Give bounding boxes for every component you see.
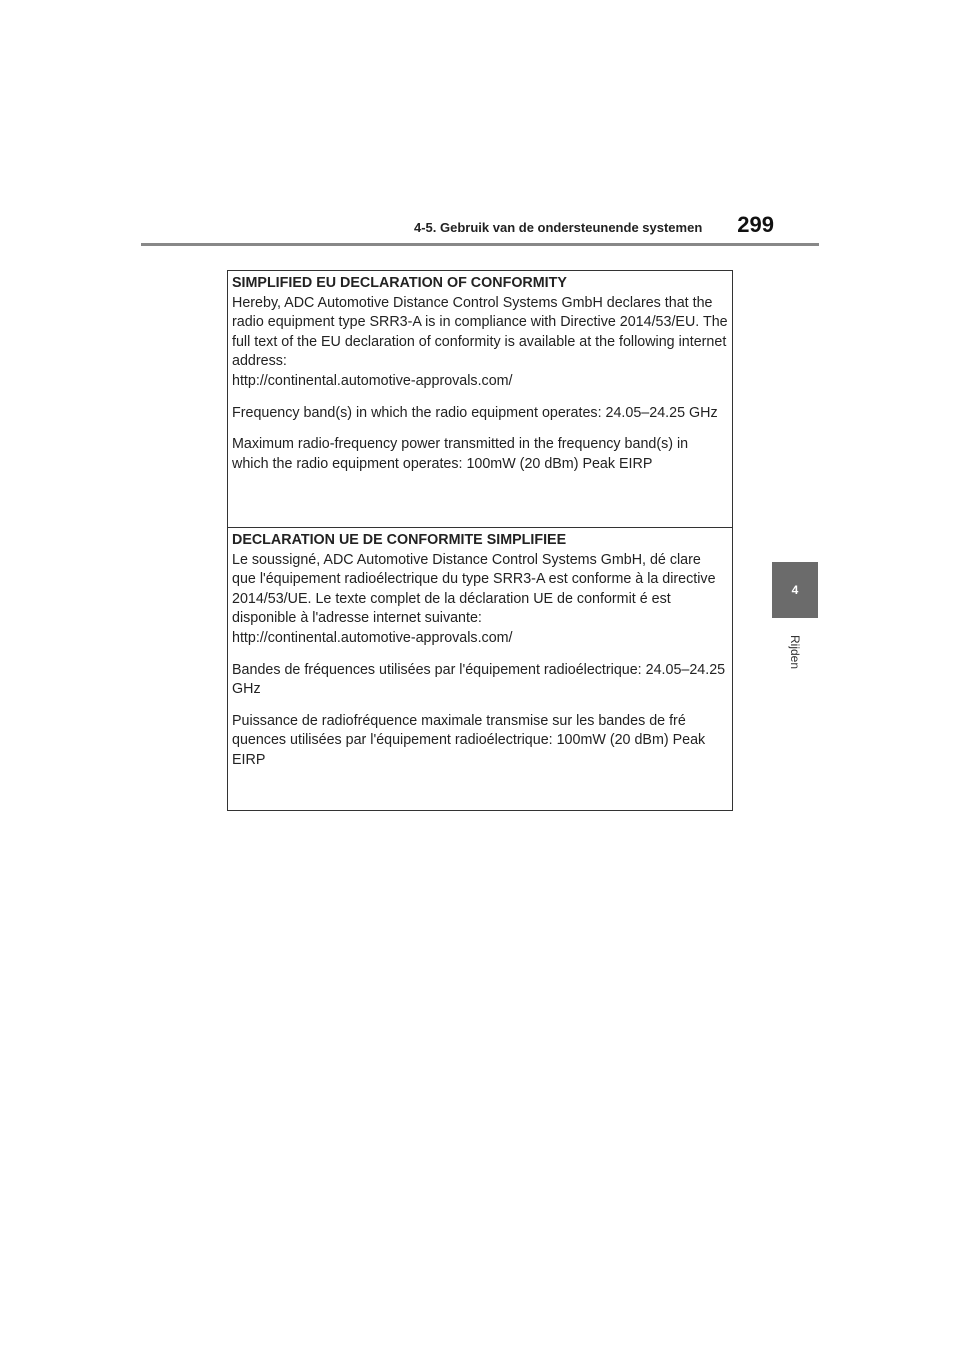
fr-declaration-url: http://continental.automotive-approvals.com/ — [232, 629, 513, 646]
fr-declaration-title: DECLARATION UE DE CONFORMITE SIMPLIFIEE — [232, 532, 567, 548]
page-header — [414, 214, 774, 246]
fr-frequency-band: Bandes de fréquences utilisées par l'équipement radioélectrique: 24.05–24.25 GHz — [232, 661, 726, 698]
eu-declaration-url: http://continental.automotive-approvals.com/ — [232, 372, 513, 389]
header-divider — [141, 243, 819, 246]
page-number: 299 — [737, 212, 774, 237]
declaration-box — [227, 270, 733, 811]
fr-max-power: Puissance de radiofréquence maximale transmise sur les bandes de fré quences utilisées par l'équipement radioélectrique: 100mW (20 dBm) Peak EIRP — [232, 712, 706, 768]
eu-max-power: Maximum radio-frequency power transmitted in the frequency band(s) in which the radio equipment operates: 100mW (20 dBm) Peak EIRP — [232, 436, 689, 472]
section-title: 4-5. Gebruik van de ondersteunende systemen — [414, 220, 703, 235]
fr-declaration-text: Le soussigné, ADC Automotive Distance Control Systems GmbH, dé clare que l'équipement radioélectrique du type SRR3-A est conforme à la directive 2014/53/UE. Le texte complet de la déclaration UE de conformit é est disponible à l'adresse internet suivante: — [232, 551, 716, 627]
fr-declaration-section — [228, 527, 732, 810]
eu-frequency-band: Frequency band(s) in which the radio equipment operates: 24.05–24.25 GHz — [232, 404, 718, 421]
eu-declaration-title: SIMPLIFIED EU DECLARATION OF CONFORMITY — [232, 275, 567, 291]
eu-declaration-section — [228, 271, 732, 527]
chapter-label: Rijden — [788, 634, 802, 670]
chapter-number: 4 — [791, 583, 799, 597]
chapter-tab — [772, 562, 818, 618]
chapter-side-label — [772, 618, 818, 698]
eu-declaration-text: Hereby, ADC Automotive Distance Control Systems GmbH declares that the radio equipment type SRR3-A is in compliance with Directive 2014/53/EU. The full text of the EU declaration of conformity is available at the following internet address: — [232, 294, 728, 370]
